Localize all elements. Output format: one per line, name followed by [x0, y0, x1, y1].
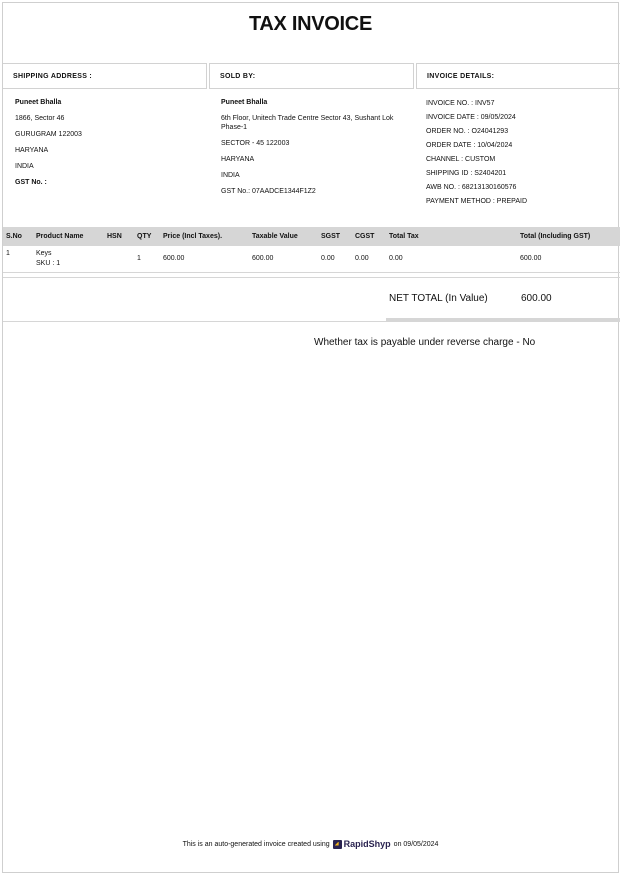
cell-sgst: 0.00	[318, 246, 352, 272]
col-hsn: HSN	[104, 227, 134, 246]
col-total-incl-gst: Total (Including GST)	[517, 227, 620, 246]
cell-cgst: 0.00	[352, 246, 386, 272]
cell-total: 600.00	[517, 246, 620, 272]
col-price: Price (Incl Taxes).	[160, 227, 249, 246]
ship-city: GURUGRAM 122003	[15, 131, 82, 138]
cell-price: 600.00	[160, 246, 249, 272]
ship-state: HARYANA	[15, 147, 49, 154]
invoice-no: INVOICE NO. : INV57	[426, 100, 495, 107]
cell-hsn	[104, 246, 134, 272]
ship-country: INDIA	[15, 163, 34, 170]
cell-qty: 1	[134, 246, 160, 272]
invoice-details-block	[426, 99, 616, 211]
net-total-underline	[386, 318, 620, 322]
col-sgst: SGST	[318, 227, 352, 246]
col-sno: S.No	[3, 227, 33, 246]
footer-suffix: on 09/05/2024	[393, 840, 439, 848]
invoice-date: INVOICE DATE : 09/05/2024	[426, 114, 516, 121]
rapidshyp-logo-text: RapidShyp	[343, 839, 391, 849]
sold-by-block	[221, 98, 407, 203]
net-total-label: NET TOTAL (In Value)	[389, 293, 488, 304]
product-sku: SKU : 1	[36, 260, 61, 267]
awb-no: AWB NO. : 68213130160576	[426, 184, 517, 191]
invoice-title: TAX INVOICE	[248, 13, 372, 35]
items-table	[3, 227, 620, 273]
col-product-name: Product Name	[33, 227, 104, 246]
rapidshyp-logo-icon	[333, 840, 342, 849]
net-total-value: 600.00	[521, 293, 552, 304]
col-cgst: CGST	[352, 227, 386, 246]
shipping-address-block	[15, 98, 205, 194]
channel: CHANNEL : CUSTOM	[426, 156, 496, 163]
cell-product	[33, 246, 104, 272]
table-header-row	[3, 227, 620, 246]
sold-state: HARYANA	[221, 156, 255, 163]
sold-line2: SECTOR - 45 122003	[221, 140, 290, 147]
col-taxable-value: Taxable Value	[249, 227, 318, 246]
sold-name: Puneet Bhalla	[221, 99, 268, 106]
invoice-page	[2, 2, 619, 873]
footer	[3, 839, 618, 849]
cell-sno: 1	[3, 246, 33, 272]
table-row	[3, 246, 620, 272]
shipping-id: SHIPPING ID : S2404201	[426, 170, 507, 177]
order-no: ORDER NO. : O24041293	[426, 128, 509, 135]
cell-total-tax: 0.00	[386, 246, 517, 272]
order-date: ORDER DATE : 10/04/2024	[426, 142, 513, 149]
sold-by-heading: SOLD BY:	[209, 63, 414, 89]
reverse-charge-note: Whether tax is payable under reverse charge - No	[314, 337, 536, 348]
invoice-details-heading: INVOICE DETAILS:	[416, 63, 620, 89]
col-total-tax: Total Tax	[386, 227, 517, 246]
cell-taxable: 600.00	[249, 246, 318, 272]
product-name: Keys	[36, 250, 52, 257]
footer-prefix: This is an auto-generated invoice created using	[182, 840, 330, 848]
ship-name: Puneet Bhalla	[15, 99, 62, 106]
sold-country: INDIA	[221, 172, 240, 179]
ship-gst: GST No. :	[15, 179, 47, 186]
col-qty: QTY	[134, 227, 160, 246]
sold-gst: GST No.: 07AADCE1344F1Z2	[221, 188, 316, 195]
payment-method: PAYMENT METHOD : PREPAID	[426, 198, 527, 205]
ship-line1: 1866, Sector 46	[15, 115, 65, 122]
sold-line1: 6th Floor, Unitech Trade Centre Sector 43, Sushant Lok Phase-1	[221, 115, 394, 131]
net-total-row	[3, 277, 620, 322]
shipping-address-heading: SHIPPING ADDRESS :	[3, 63, 207, 89]
rapidshyp-logo	[333, 839, 391, 849]
